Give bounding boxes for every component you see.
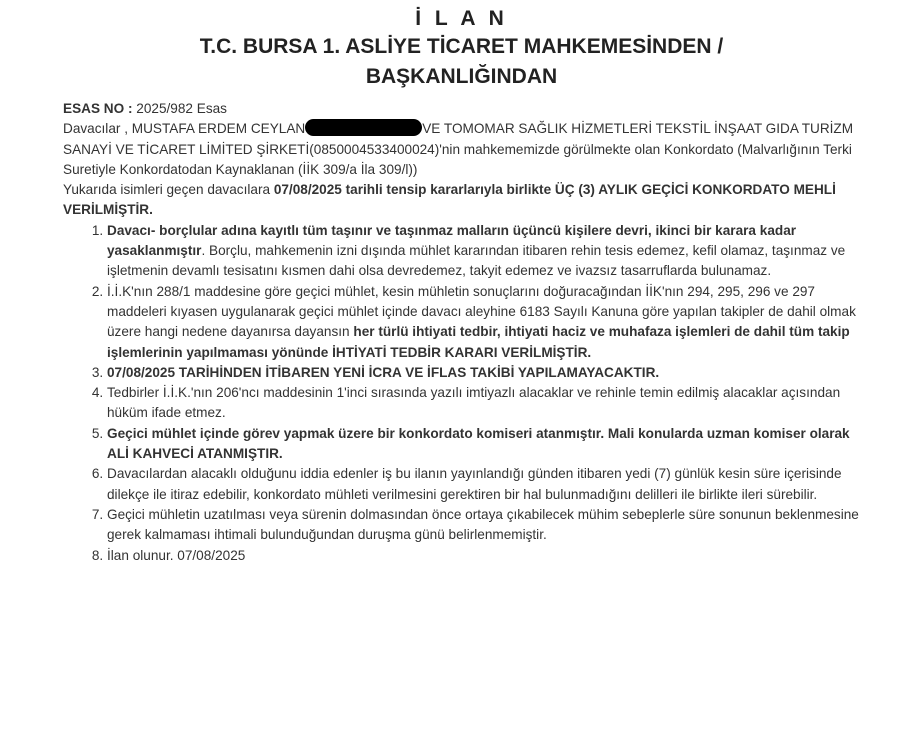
item-6-text: Davacılardan alacaklı olduğunu iddia edenler iş bu ilanın yayınlandığı günden itibaren yedi (7) günlük kesin süre içerisinde dilekçe ile itiraz edebilir, konkordato mühleti verilmesini gerektiren bir hal bulunmadığını delilleri ile birlikte ileri sürebilir. [107, 466, 842, 502]
item-8-text: İlan olunur. 07/08/2025 [107, 547, 246, 563]
list-item [107, 464, 860, 505]
item-7-text: Geçici mühletin uzatılması veya sürenin dolmasından önce ortaya çıkabilecek mühim sebeplerle süre sonunun beklenmesine gerek kalmaması ihtimali bulunduğundan duruşma günü belirlenmemiştir. [107, 506, 859, 543]
item-4-text: Tedbirler İ.İ.K.'nın 206'ncı maddesinin 1'inci sırasında yazılı imtiyazlı alacaklar ve rehinle temin edilmiş alacaklar açısından hüküm ifade etmez. [107, 385, 841, 421]
plaintiffs-text-2: VE TOMOMAR SAĞLIK HİZMETLERİ TEKSTİL İNŞAAT GIDA TURİZM SANAYİ VE TİCARET LİMİTED ŞİRKETİ(0850004533400024)'nin mahkememizde görülmekte olan Konkordato (Malvarlığının Terki Suretiyle Konkordatodan Kaynaklanan (İİK 309/a İla 309/l)) [63, 121, 854, 177]
case-number-value: 2025/982 Esas [132, 101, 227, 116]
redaction-bar [305, 119, 422, 136]
list-item [107, 282, 860, 363]
decision-bold-text: 07/08/2025 tarihli tensip kararlarıyla birlikte ÜÇ (3) AYLIK GEÇİCİ KONKORDATO MEHLİ VERİLMİŞTİR. [63, 182, 836, 218]
list-item [107, 383, 860, 424]
item-3-bold: 07/08/2025 TARİHİNDEN İTİBAREN YENİ İCRA VE İFLAS TAKİBİ YAPILAMAYACAKTIR. [107, 364, 660, 380]
list-item [107, 546, 860, 566]
court-heading: T.C. BURSA 1. ASLİYE TİCARET MAHKEMESİNDEN / BAŞKANLIĞINDAN [199, 35, 724, 88]
plaintiffs-paragraph [63, 119, 860, 180]
item-1-bold: Davacı- borçlular adına kayıtlı tüm taşınır ve taşınmaz malların üçüncü kişilere devri, ikinci bir karara kadar yasaklanmıştır [107, 222, 797, 259]
case-number-label: ESAS NO : [63, 101, 133, 116]
notice-body [63, 99, 860, 566]
list-item [107, 363, 860, 383]
case-number [63, 99, 860, 119]
decision-text: Yukarıda isimleri geçen davacılara [63, 182, 274, 198]
item-1-text: . Borçlu, mahkemenin izni dışında mühlet kararından itibaren rehin tesis edemez, kefil olamaz, taşınmaz ve işletmenin devamlı tesisatını kısmen dahi olsa devredemez, takyit edemez ve ivazsız tasarruflarda bulunamaz. [107, 243, 846, 279]
plaintiffs-text-1: Davacılar , MUSTAFA ERDEM CEYLAN [63, 121, 306, 137]
decision-list [63, 221, 860, 566]
item-2-text: İ.İ.K'nın 288/1 maddesine göre geçici mühlet, kesin mühletin sonuçlarını doğuracağından İİK'nın 294, 295, 296 ve 297 maddeleri kıyasen uygulanarak geçici mühlet içinde davacı aleyhine 6183 Sayılı Kanuna göre yapılan takipler de dahil olmak üzere hangi nedene dayanırsa dayansın [107, 283, 856, 340]
decision-paragraph [63, 180, 860, 221]
list-item [107, 505, 860, 546]
list-item [107, 221, 860, 282]
list-item [107, 424, 860, 465]
notice-title: İ L A N [415, 7, 508, 30]
item-5-bold: Geçici mühlet içinde görev yapmak üzere bir konkordato komiseri atanmıştır. Mali konularda uzman komiser olarak ALİ KAHVECİ ATANMIŞTIR. [107, 425, 850, 462]
item-2-bold: her türlü ihtiyati tedbir, ihtiyati haciz ve muhafaza işlemleri de dahil tüm takip işlemlerinin yapılmaması yönünde İHTİYATİ TEDBİR KARARI VERİLMİŞTİR. [107, 324, 850, 360]
